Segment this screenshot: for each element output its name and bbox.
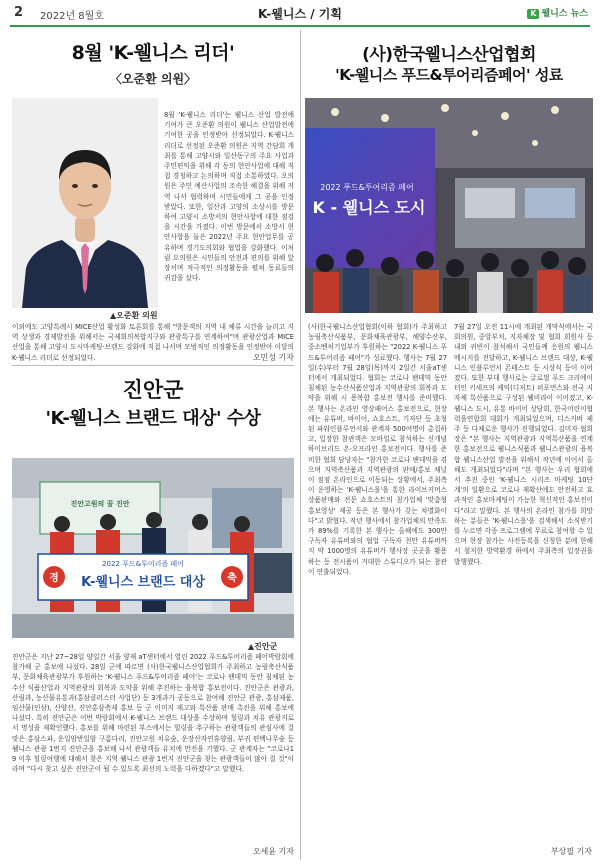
booth-sign-text: 진안고원의 꿈 진안	[70, 500, 130, 508]
article1-title: 8월 'K-웰니스 리더'	[71, 42, 235, 64]
article3-title-line1: 진안군	[122, 378, 184, 402]
article3-title-line2: 'K-웰니스 브랜드 대상' 수상	[45, 408, 261, 429]
article2-byline: 부상필 기자	[550, 847, 592, 856]
banner-left-char: 경	[49, 573, 59, 584]
photo2-sign-big: K - 웰니스 도시	[312, 198, 426, 217]
section-title: K-웰니스 / 기획	[258, 7, 342, 21]
article1-body-bottom: 이외에도 고양특례시 MICE산업 활성화 토론회를 통해 "방문객의 지역 내 체류 시간을 늘리고 지역 상생과 경제발전을 위해서는 국제회의복합지구와 관광특구를 연계하여"며 관광산업과 MICE산업을 통해 고양시 도시마케팅·브랜드 강화에 직접 나서며 모범적인 의정활동을 인정받아 이달의 K-웰니스 리더로 선정되었다.	[12, 323, 294, 362]
banner-right-char: 축	[227, 573, 237, 584]
article1-body-right: 8월 'K-웰니스 리더'는 웰니스 산업 발전에 기여가 큰 오준환 의원이 웰니스 산업발전에 기여한 공을 인정받아 선정되었다. K-웰니스 리더로 선정된 오준환 의원은 지역 간담회 개최를 통해 고양시와 일산동구의 주요 사업과 주민편익을 위해 각 동의 현안사업에 대해 직접 경청하고 논의하며 직접 소통하였다. 오의원은 주민 예산사업의 조속한 해결을 위해 지역 나서 협력하며 시민들에게 그 공을 인정 받았다. 또한, 일산과 고양의 소상시를 방문하여 고양시 소방서의 현안사항에 대한 점검을 시간을 가졌다. 이번 방문에서 소방서 현안사항을 둘은 2022년 주요 현안업무를 공유하며 경기도의회와 협업을 강화했다. 이처럼 오의원은 시민들의 안전과 편의를 위해 앞장서며 적극적인 의정활동을 펼쳐 동료들의 귀감을 샀다.	[164, 111, 294, 283]
banner-main-text: K-웰니스 브랜드 대상	[81, 575, 205, 590]
article1-photo	[12, 98, 158, 308]
column-divider	[300, 30, 301, 860]
k-logo-icon: K	[527, 9, 539, 19]
section-divider	[12, 365, 294, 366]
banner-top-text: 2022 푸드&투어리즘 페어	[102, 560, 184, 568]
page-header	[0, 0, 600, 26]
article2-col2: 7월 27일 오전 11시에 개최된 개막식에서는 국회의원, 중앙부처, 지자체장 및 협회 회원사 등 내외 귀빈이 참석해서 국민들께 응원의 웰니스 메시지를 전달하고, K-웰니스 브랜드 대상, K-웰니스 인플루언서 콘테스트 등 시상식 등이 이어졌다. 또한 부대 행사로는 글로벌 푸드 크리에이터인 키세프의 케익(디저트) 퍼포먼스와 전국 지자체 특산품으로 구성된 웰비라이 이어졌고, K-웰니스 도시, 유통 바이어 상담회, 한국어린이협력을연합회 대회가 개최되었으며, 디스커버 제주 등 다채로운 행사가 진행되었다. 김미자 협회장은 "본 행사는 지역관광과 지역특산품을 연계한 홍보전으로 웰니스식품과 웰니스관광의 융복합 웰니스산업 발전을 위해서 작년에 이어서 올해도 개최되었다"라며 "본 행사는 우리 협회에서 추진 중인 'K-웰니스 시리즈 마케팅 10단계'의 일환으로 코로나 재확산에도 안전하고 효과적인 홍보마케팅이 가능한 혁신적인 홍보전이다"라고 말했다. 본 행사의 온라인 참가를 희망하는 분들은 'K-웰니스몰'을 검색해서 소식받기를 누르면 각종 프로그램에 무료로 참여할 수 있으며 현장 참가는 사전등록을 신청한 분에 한해서 철저한 방역환경 하에서 주최측의 입장권을 발행했다.	[454, 323, 593, 566]
article1-subtitle: 〈오준환 의원〉	[109, 72, 197, 86]
logo-text: 웰니스 뉴스	[541, 9, 588, 19]
article2-photo	[305, 98, 593, 313]
article2-title-line2: 'K-웰니스 푸드&투어리즘페어' 성료	[335, 66, 563, 84]
award-booth-image	[12, 458, 294, 638]
header-rule	[10, 25, 590, 27]
article3-byline: 오세윤 기자	[252, 847, 294, 856]
article3-photo	[12, 458, 294, 638]
issue-date: 2022년 8월호	[40, 11, 104, 22]
article3-body: 진안군은 지난 27~28일 양일간 서울 양재 aT센터에서 열린 2022 푸드&투어리즘 페어박람회에 참가해 군 홍보에 나섰다. 28일 군에 따르면 (사)한국웰니스산업협회가 주최하고 농림축산식품부, 문화체육관광부가 후원하는 'K-웰니스 푸드&투어리즘 페어'는 코로나 팬데믹 동안 침체된 농수산 식품산업과 지역관광의 회복과 도약을 위해 추진하는 융복합 홍보전이다. 진안군은 관광과, 산림과, 농산물유통과(홍삼클러스터 사업단) 등 3개과가 공동으로 참여해 진안군 관광, 홍삼제품, 임산물(인삼), 산양산, 진안홍삼축제 홍보 등 군 이미지 제고와 특산품 판매 촉진을 위해 홍보에 나섰다. 특히 진안군은 이번 박람회에서 K-웰니스 브랜드 대상을 수상하며 힐링과 치유 관광지로서 명성을 재확인했다. 홍보를 위해 마련된 부스에서는 힐링을 추구하는 관광객들의 관심사에 걸맞은 홍삼스파, 운일암반일암 구름다리, 진안고원 치유숲, 운장산자연휴양림, 부귀 편백나무숲 등 웰니스 관광 1번지 진안군을 홍보해 나서 관광객들 유치에 만전을 기했다. 군 관계자는 "코로나19 이후 힐링여행에 대해서 찾은 지역 웰니스 관광 1번지 진안군을 찾는 관광객들이 많아 질 것"이라며 "다시 찾고 싶은 진안군이 될 수 있도록 최선의 노력을 다하겠다"고 말했다.	[12, 653, 294, 774]
article3-photo-caption: ▲진안군	[248, 642, 278, 651]
photo2-sign-small: 2022 푸드&투어리즘 페어	[320, 183, 414, 192]
exhibition-hall-image	[305, 98, 593, 313]
page-number: 2	[14, 5, 24, 20]
article1-photo-caption: ▲오준환 의원	[110, 311, 158, 320]
article1-byline: 오민성 기자	[252, 353, 294, 362]
article2-col1: (사)한국웰니스산업협회(이하 협회)가 주최하고 농림축산식품부, 문화체육관광부, 해양수산부, 중소벤처기업부가 후원하는 "2022 K-웰니스 푸드&투어리즘 페어"가 성료했다. 행사는 7월 27일(수)부터 7월 28일(목)까지 2일간 서울aT센터에서 개최되었다. 협회는 코로나 팬데믹 동안 침체된 농수산식품산업과 지역관광의 회복과 도약을 위해 시 용복합 홍보전 행사를 준비했다. 본 행사는 온라인 영상패어스 홍보전으로, 현장에는 유튜버, 바이어, 쇼호스트, 기자단 등 초청된 파워인플루언서와 관계자 500여명이 총집하고, 입장한 참관객은 모바일로 참석하는 신개념 하이브리드 온·오프라인 홍보전이다. 행사를 준비한 협회 담당자는 "참가한 코로나 팬데믹을 겪으며 지역축산품과 지역관광의 판매/홍보 채널이 점점 온라인으로 이동되는 상황에서, 주최측이 운영하는 'K-웰니스몰'을 통한 라이브커머스 상품판매와 전문 쇼호스트의 참가업체 '맞춤형 홍보영상' 제공 등은 본 행사가 갖는 차별화이다"고 밝혔다. 작년 행사에서 참가업체의 만족도가 89%를 기록한 본 행사는 올해에도 300만 구독자 유튜버와의 협업 구독자 천만 유튜버까지 약 1000명의 유튜버가 행사장 곳곳을 활용하는 등 전시품이 거대한 스튜디오가 되는 참관이 연출되었다.	[308, 323, 447, 576]
portrait-image	[12, 98, 158, 308]
article2-title-line1: (사)한국웰니스산업협회	[362, 45, 536, 65]
publication-logo	[527, 6, 588, 19]
